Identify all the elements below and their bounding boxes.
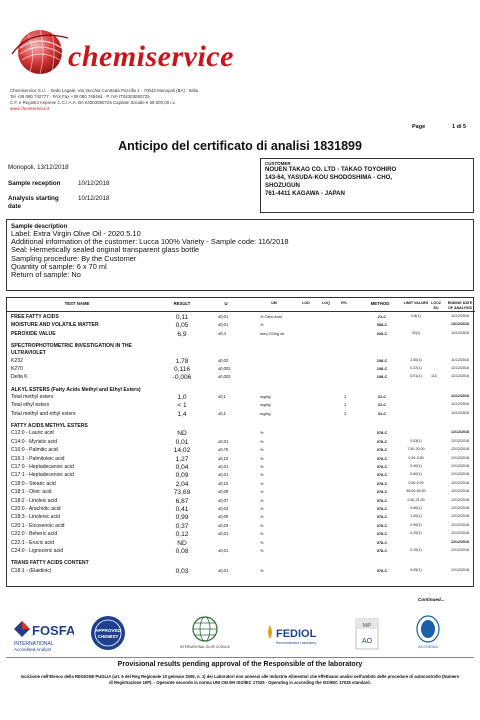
ending-date: 12/12/2018 (451, 539, 469, 544)
ioc-name: INTERNATIONAL OLIVE COUNCIL (180, 645, 230, 649)
unit-of-measure: % (260, 472, 264, 478)
brand-name: chemiservice (68, 40, 234, 73)
uncertainty: ±0,04 (218, 506, 229, 511)
uncertainty: ±0,01 (218, 472, 229, 478)
customer-line: SHOZUGUN (265, 182, 300, 189)
method-code: 078-C (376, 438, 388, 444)
loq-value: 1 (344, 402, 347, 408)
test-name: MOISTURE AND VOLATILE MATTER (11, 322, 99, 329)
result-value: 1,0 (177, 394, 187, 401)
unit-of-measure: % (260, 455, 264, 461)
table-row (7, 498, 475, 507)
uncertainty: ±0,1 (218, 394, 226, 399)
test-name: TRANS FATTY ACIDS CONTENT (11, 560, 89, 567)
method-code: 078-C (376, 464, 388, 469)
result-value: ND (177, 430, 187, 438)
limit-value: 2,50-21,00 (407, 497, 425, 502)
page-label: Page (412, 124, 426, 130)
test-name: Total methyl esters (11, 394, 54, 400)
limit-value: 0,60(1) (410, 506, 422, 510)
approved-line1: APPROVED (95, 628, 121, 633)
fediol-drop-icon (262, 613, 320, 657)
method-code: 31-C (377, 410, 387, 416)
ending-date: 12/12/2018 (451, 567, 469, 572)
test-name: C18:3 - Linolenic acid (11, 514, 60, 521)
uncertainty: ±0,09 (218, 489, 229, 495)
ending-date: 12/12/2018 (451, 480, 469, 485)
ending-date: 11/12/2018 (451, 330, 469, 335)
limit-value: 0,03(1) (410, 438, 422, 443)
method-code: 078-C (376, 548, 388, 553)
mipaaf-icon (354, 613, 380, 657)
result-value: 0,11 (175, 314, 189, 321)
svg-text:AO: AO (361, 638, 373, 645)
limit-value: 0,05(1) (410, 567, 422, 572)
header-loq: LOQ (322, 301, 330, 305)
table-row (7, 358, 475, 367)
test-name: C16:0 - Palmitic acid (11, 447, 58, 454)
unit-of-measure: % (260, 567, 264, 573)
limit-value: 0,22(1) (410, 366, 422, 370)
table-row (7, 548, 475, 557)
company-info-line: Tel +39 080 742777 · FAX Fax +39 080 748464 · P. IVA IT04303080725 (10, 94, 150, 99)
sample-reception-value: 10/12/2018 (78, 180, 110, 187)
test-name: ALKYL ESTERS (Fatty Acids Methyl and Ethyl Esters) (11, 386, 141, 393)
accredia-icon (412, 613, 444, 657)
table-row (7, 314, 475, 323)
test-name: C22:1 - Erucic acid (11, 539, 55, 546)
result-value: 0,37 (175, 522, 189, 530)
company-info (10, 88, 310, 112)
fosfa-logo (8, 613, 74, 657)
customer-line: 761-4411 KAGAWA - JAPAN (265, 190, 345, 197)
result-value: 0,09 (175, 472, 189, 480)
test-name: C17:1 - Heptadecenoic acid (11, 472, 74, 479)
method-code: 078-C (376, 531, 388, 537)
method-code: 078-C (376, 539, 388, 545)
header-result: RESULT (173, 301, 191, 306)
result-value: 0,41 (175, 506, 189, 513)
limit-value: 0,50-5,00 (408, 480, 424, 485)
ending-date: 12/12/2018 (451, 464, 469, 468)
unit-of-measure: meq O2/kg oil (260, 330, 285, 336)
mipaaf-text: MiP (362, 623, 372, 629)
result-value: 0,08 (175, 548, 189, 555)
test-name: C18:2 - Linoleic acid (11, 497, 58, 504)
test-name: K270 (11, 366, 23, 372)
ending-date: 12/12/2018 (451, 522, 469, 527)
test-name: SPECTROPHOTOMETRIC INVESTIGATION IN THE (11, 343, 132, 350)
method-code: 078-C (376, 430, 388, 436)
uncertainty: ±0,01 (218, 531, 229, 537)
test-name: Total ethyl esters (11, 402, 50, 409)
result-value: 0,116 (173, 366, 190, 373)
result-value: 2,04 (175, 480, 189, 488)
ending-date: 12/12/2018 (451, 447, 469, 452)
test-name: C17:0 - Heptadecanoic acid (11, 464, 74, 470)
ending-date: 11/12/2018 (451, 394, 469, 398)
test-name: C18:1 - Oleic acid (11, 489, 52, 496)
table-row (7, 523, 475, 532)
approved-line2: CHEMIST (97, 634, 119, 639)
unit-of-measure: % (260, 506, 264, 511)
table-row (7, 568, 475, 577)
uncertainty: ±0,07 (218, 497, 229, 503)
uncertainty: ±0,4 (218, 330, 226, 336)
header-test-name: TEST NAME (64, 301, 90, 306)
analysis-starting-value: 10/12/2018 (78, 195, 110, 202)
table-row (7, 402, 475, 411)
unit-of-measure: % (260, 514, 264, 520)
unit-of-measure: % (260, 322, 264, 328)
limit-value: 20(1) (411, 330, 421, 335)
uncertainty: ±0,75 (218, 447, 229, 453)
globe-icon (180, 613, 230, 657)
header-um: UM (271, 301, 277, 305)
result-value: 0,03 (175, 567, 189, 575)
limit-value: 0,8(1) (411, 314, 421, 318)
limit-value: 0,01(1) (410, 374, 422, 379)
uncertainty: ±0,01 (218, 438, 229, 444)
table-row (7, 374, 475, 383)
unit-of-measure: mg/kg (260, 402, 271, 408)
result-value: 6,87 (175, 497, 189, 505)
ending-date: 12/12/2018 (451, 514, 469, 519)
continued-label: Continued... (418, 597, 445, 602)
table-row (7, 366, 475, 375)
result-value: 0,05 (175, 322, 189, 330)
note-value: 11C (431, 374, 438, 379)
ending-date: 12/12/2018 (451, 455, 469, 460)
test-name: K232 (11, 357, 23, 364)
table-row (7, 411, 475, 420)
result-value: 1,4 (177, 410, 187, 418)
test-name: C18:0 - Stearic acid (11, 480, 56, 487)
limit-value: 0,50(1) (410, 522, 422, 527)
method-code: 078-C (376, 447, 388, 453)
sample-line: Seal: Hermetically sealed original transparent glass bottle (11, 245, 200, 255)
sample-line: Sampling procedure: By the Customer (11, 253, 137, 263)
customer-box (260, 158, 474, 213)
ioc-logo (180, 613, 230, 657)
fediol-logo (262, 613, 320, 657)
sample-line: Additional information of the customer: Lucca 100% Variety - Sample code: 116/2018 (11, 237, 289, 247)
unit-of-measure: mg/kg (260, 410, 271, 416)
test-name: C24:0 - Lignoceric acid (11, 548, 64, 554)
uncertainty: ±0,01 (218, 322, 229, 328)
header-recovery: R% (341, 301, 347, 305)
method-code: 068-C (376, 322, 388, 328)
table-row (7, 531, 475, 540)
uncertainty: ±0,1 (218, 410, 226, 416)
place-date: Monopoli, 13/12/2018 (8, 164, 69, 171)
table-row (7, 322, 475, 331)
ending-date: 12/12/2018 (451, 489, 469, 494)
fosfa-sub: INTERNATIONAL (14, 641, 54, 647)
mipaaf-logo (354, 613, 380, 657)
test-name: C20:1 - Eicosenoic acid (11, 522, 65, 529)
fosfa-emblem-icon (8, 613, 74, 657)
limit-value: 2,50(1) (410, 357, 422, 362)
ending-date: 11/12/2018 (451, 314, 469, 318)
footer-divider (6, 657, 474, 658)
uncertainty: ±0,15 (218, 480, 229, 486)
method-code: 078-C (376, 567, 388, 573)
approved-chemist-seal (88, 613, 128, 657)
loq-value: 1 (344, 410, 347, 416)
limit-value: 55,00-83,00 (406, 489, 426, 494)
table-row (7, 489, 475, 498)
unit-of-measure: % (260, 548, 264, 553)
result-value: 1,78 (175, 357, 189, 365)
test-name: PEROXIDE VALUE (11, 330, 56, 337)
test-name: ULTRAVIOLET (11, 350, 46, 357)
method-code: 21-C (377, 314, 387, 319)
unit-of-measure: % (260, 522, 264, 528)
sample-line: Quantity of sample: 6 x 70 ml (11, 261, 107, 271)
method-code: 078-C (376, 522, 388, 528)
fosfa-sub2: Accredited Analyst (14, 647, 52, 652)
uncertainty: ±0,01 (218, 464, 229, 469)
method-code: 078-C (376, 455, 388, 461)
header-lod: LOD (302, 301, 310, 305)
test-name: C14:0 - Myristic acid (11, 438, 58, 445)
method-code: 078-C (376, 514, 388, 520)
ending-date: 12/12/2018 (451, 438, 469, 443)
method-code: 078-C (376, 480, 388, 486)
result-value: 6,9 (177, 330, 187, 338)
table-row (7, 514, 475, 523)
table-row (7, 472, 475, 481)
limit-value: 0,60(1) (410, 472, 422, 477)
table-header-divider (7, 311, 475, 312)
uncertainty: ±0,01 (218, 567, 229, 573)
header-ending-date: ENDING DATE OF ANALYSIS (447, 301, 473, 310)
limit-value: 0,40(1) (410, 464, 422, 468)
method-code: 078-C (376, 489, 388, 495)
method-code: 108-C (376, 374, 388, 380)
company-website[interactable]: www.chemiservice.it (10, 106, 50, 111)
table-row (7, 394, 475, 403)
ending-date: 12/12/2018 (451, 531, 469, 536)
table-row (7, 456, 475, 465)
test-name: FATTY ACIDS METHYL ESTERS (11, 423, 88, 430)
unit-of-measure: % Oleic Acid (260, 314, 282, 319)
seal-icon (88, 613, 128, 657)
result-value: 0,99 (175, 514, 189, 522)
method-code: 078-C (376, 506, 388, 511)
fediol-sub: Recommended Laboratory (276, 641, 317, 645)
sample-description-box (6, 219, 474, 291)
table-row (7, 464, 475, 473)
uncertainty: ±0,03 (218, 522, 229, 528)
company-info-line: Chemiservice S.r.l. · Sede Legale: Via Vecchia Contrada Pozzillo 1 · 70043 Monopoli (BA) · Italia (10, 88, 199, 93)
test-name: C16:1 - Palmitoleic acid (11, 455, 65, 462)
method-code: 078-C (376, 472, 388, 478)
accredia-name: ACCREDIA (418, 645, 438, 649)
table-row (7, 331, 475, 340)
limit-value: 7,50-20,00 (407, 447, 425, 452)
document-title: Anticipo del certificato di analisi 1831899 (118, 139, 362, 153)
uncertainty: ±0,02 (218, 357, 229, 363)
test-name: FREE FATTY ACIDS (11, 314, 59, 320)
header-limit-values: LIMIT VALUES (403, 301, 429, 305)
ending-date: 12/12/2018 (451, 497, 469, 502)
fosfa-name: FOSFA (32, 623, 74, 638)
unit-of-measure: % (260, 531, 264, 537)
method-code: 108-C (376, 366, 388, 371)
unit-of-measure: % (260, 447, 264, 453)
logo-sphere-icon (10, 20, 72, 82)
sample-description-title: Sample description (11, 223, 68, 230)
company-info-line: C.F. e Registro Imprese C.C.I.A.A. BA 04303080725 Capitale Sociale € 69.000,00 i.v. (10, 100, 176, 105)
method-code: 078-C (376, 497, 388, 503)
header-u: U (224, 301, 228, 306)
ending-date: 13/12/2018 (451, 322, 469, 327)
sample-line: Return of sample: No (11, 270, 81, 280)
sample-reception-label: Sample reception (8, 180, 61, 187)
result-value: 0,04 (175, 464, 189, 471)
accredia-logo (412, 613, 444, 657)
method-code: 108-C (376, 357, 388, 363)
limit-value: 0,20(1) (410, 548, 422, 552)
table-row (7, 506, 475, 515)
result-value: 73,69 (173, 489, 191, 497)
unit-of-measure: % (260, 430, 264, 436)
uncertainty: ±0,01 (218, 314, 229, 319)
test-name: C12:0 - Lauric acid (11, 430, 54, 437)
unit-of-measure: % (260, 438, 264, 444)
customer-line: NOUEN TAKAO CO. LTD - TAKAO TOYOHIRO (265, 166, 397, 173)
certification-logos (0, 613, 480, 657)
unit-of-measure: % (260, 464, 264, 469)
ending-date: 11/12/2018 (451, 402, 469, 407)
chemiservice-logo (10, 20, 250, 82)
test-name: C20:0 - Arachidic acid (11, 506, 61, 512)
unit-of-measure: % (260, 497, 264, 503)
limit-value: 1,00(1) (410, 514, 422, 519)
uncertainty: ±0,002 (218, 366, 231, 371)
method-code: 020-C (376, 330, 388, 336)
results-table (6, 297, 474, 587)
unit-of-measure: mg/kg (260, 394, 271, 399)
ending-date: 11/12/2018 (451, 357, 469, 362)
provisional-notice: Provisional results pending approval of the Responsible of the laboratory (117, 661, 363, 668)
table-row (7, 439, 475, 448)
ending-date: 11/12/2018 (451, 366, 469, 370)
unit-of-measure: % (260, 539, 264, 545)
test-name: C22:0 - Beheric acid (11, 531, 58, 538)
unit-of-measure: % (260, 480, 264, 486)
test-name: Delta K (11, 374, 28, 381)
result-value: 1,27 (175, 455, 189, 463)
limit-value: 0,30-3,50 (408, 455, 424, 460)
fediol-name: FEDIOL (276, 628, 317, 640)
test-name: C18:1 - (Elaidinic) (11, 567, 52, 574)
result-value: -0,006 (172, 374, 192, 382)
table-row (7, 481, 475, 490)
customer-line: 143-64, YASUDA-KOU SHODOSHIMA - CHO, (265, 174, 393, 181)
unit-of-measure: % (260, 489, 264, 495)
loq-value: 1 (344, 394, 347, 399)
method-code: 31-C (377, 394, 387, 399)
table-row (7, 430, 475, 439)
ending-date: 12/12/2018 (451, 506, 469, 510)
analysis-starting-label: Analysis starting date (8, 195, 59, 210)
result-value: 0,01 (175, 438, 189, 446)
result-value: ND (177, 539, 187, 547)
test-name: Total methyl and ethyl esters (11, 410, 76, 417)
ending-date: 11/12/2018 (451, 374, 469, 379)
limit-value: 0,20(1) (410, 531, 422, 536)
ending-date: 12/12/2018 (451, 472, 469, 477)
header-note: LOCZ EU (431, 301, 441, 310)
result-value: 0,12 (175, 531, 189, 539)
page-number: 1 di 5 (452, 124, 467, 130)
table-row (7, 447, 475, 456)
customer-label: CUSTOMER (265, 161, 291, 166)
ending-date: 12/12/2018 (451, 548, 469, 552)
result-value: 14,02 (173, 447, 191, 455)
table-row (7, 540, 475, 549)
sample-line: Label: Extra Virgin Olive Oil - 2020.5.10 (11, 229, 141, 238)
registration-notice: Iscrizione nell'Elenco della REGIONE PUGLIA (art. 6 del Reg Regionale 10 gennaio 2005, n. 1) dei Laboratori non annessi alle Industrie Alimentari che effettuano analisi nell'ambito delle procedure di autocontrollo (Numero di Registrazione 10P). - Operante secondo la norma UNI CEI EN ISO/IEC 17025 - Operating in according the ISO/IEC 17025 standard. (20, 674, 460, 685)
method-code: 31-C (377, 402, 387, 408)
uncertainty: ±0,002 (218, 374, 231, 380)
uncertainty: ±0,01 (218, 548, 229, 553)
uncertainty: ±0,10 (218, 455, 229, 461)
result-value: < 1 (177, 402, 187, 410)
ending-date: 11/12/2018 (451, 410, 469, 415)
header-method: METHOD (370, 301, 390, 306)
uncertainty: ±0,09 (218, 514, 229, 520)
ending-date: 12/12/2018 (451, 430, 469, 435)
